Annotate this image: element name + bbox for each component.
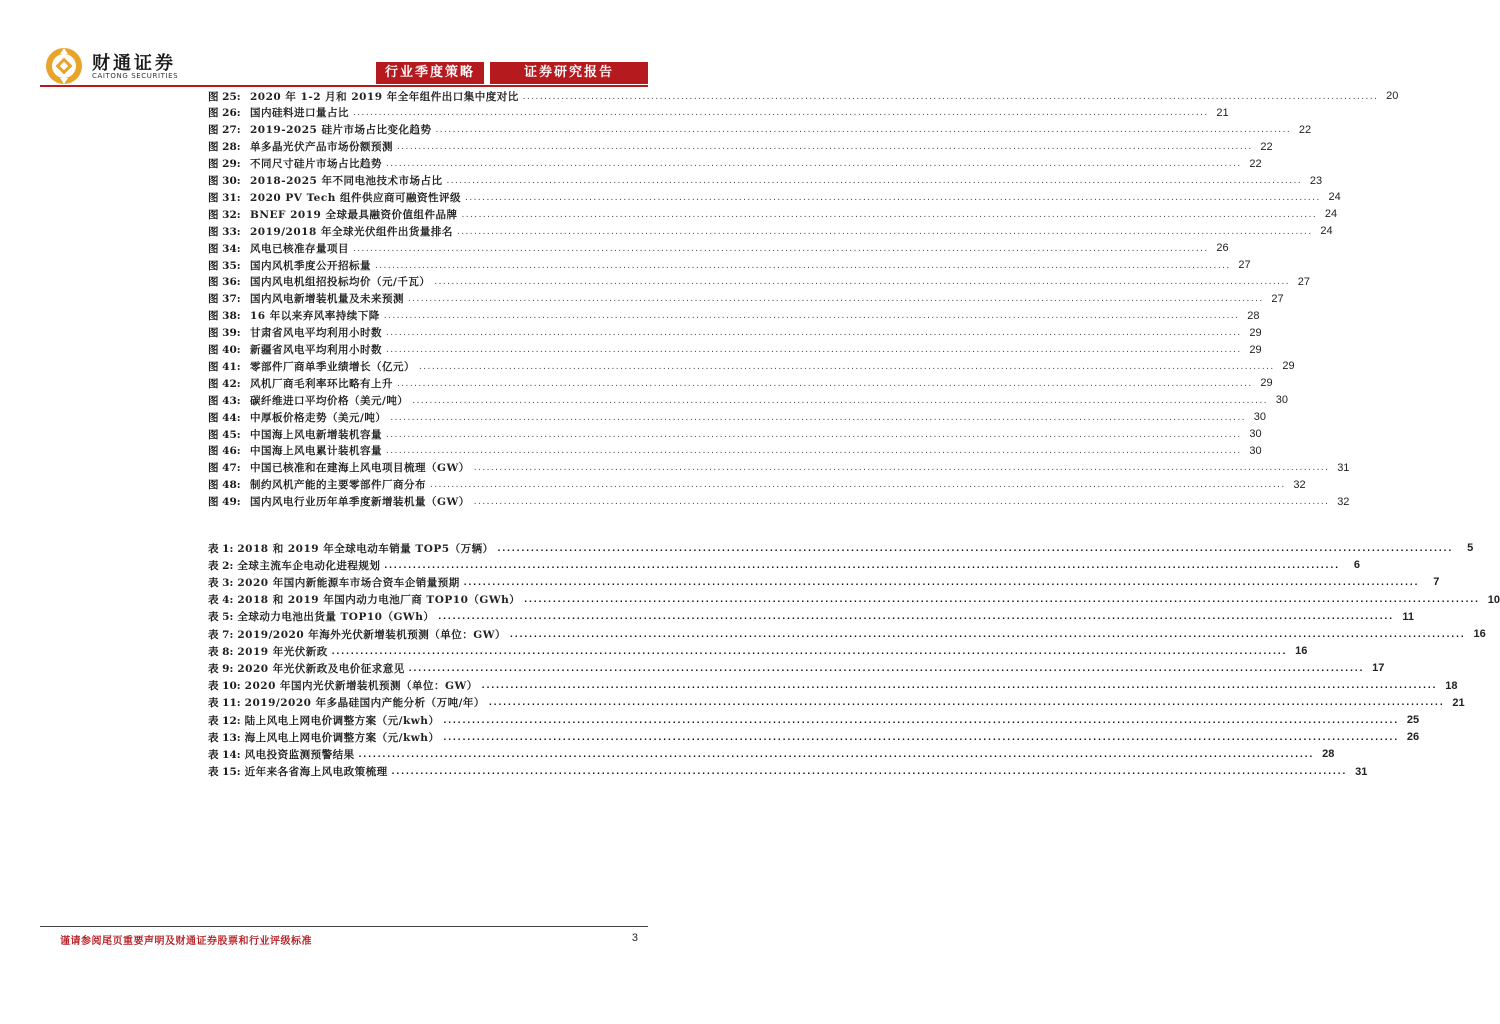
- entry-title: 风机厂商毛利率环比略有上升: [250, 377, 393, 390]
- entry-title: 零部件厂商单季业绩增长（亿元）: [250, 360, 415, 373]
- dot-leader: ........................................................................................................................................................................................................: [386, 428, 1242, 440]
- entry-label: 图 43:: [208, 394, 241, 407]
- dot-leader: ........................................................................................................................................................................................................: [383, 310, 1240, 322]
- entry-page-number: 27: [1271, 292, 1284, 305]
- dot-leader: ........................................................................................................................................................................................................: [443, 731, 1400, 743]
- dot-leader: ........................................................................................................................................................................................................: [438, 611, 1395, 623]
- dot-leader: ........................................................................................................................................................................................................: [408, 293, 1264, 305]
- entry-label: 图 33:: [208, 225, 241, 238]
- entry-label: 图 38:: [208, 310, 241, 323]
- entry-label: 图 34:: [208, 242, 241, 255]
- entry-page-number: 29: [1249, 326, 1262, 339]
- dot-leader: ........................................................................................................................................................................................................: [386, 327, 1242, 339]
- entry-title: 风电已核准存量项目: [250, 242, 349, 255]
- header-divider: [40, 85, 648, 87]
- entry-page-number: 22: [1260, 140, 1273, 153]
- entry-page-number: 29: [1249, 343, 1262, 356]
- table-entry[interactable]: [208, 678, 1458, 694]
- entry-page-number: 24: [1328, 191, 1341, 204]
- entry-page-number: 30: [1275, 394, 1289, 407]
- figure-entry[interactable]: [208, 342, 1262, 358]
- entry-label: 图 31:: [208, 191, 241, 204]
- dot-leader: ........................................................................................................................................................................................................: [386, 445, 1242, 457]
- entry-page-number: 32: [1293, 478, 1306, 491]
- entry-title: 碳纤维进口平均价格（美元/吨）: [250, 394, 409, 407]
- entry-title: 全球动力电池出货量 TOP10（GWh）: [237, 611, 435, 624]
- dot-leader: ........................................................................................................................................................................................................: [473, 496, 1330, 508]
- figure-entry[interactable]: [208, 375, 1273, 391]
- table-entry[interactable]: [208, 746, 1335, 762]
- entry-label: 图 41:: [208, 360, 241, 373]
- entry-page-number: 27: [1238, 259, 1251, 271]
- entry-label: 表 13:: [208, 731, 241, 744]
- figure-entry[interactable]: [208, 409, 1267, 425]
- entry-page-number: 11: [1402, 610, 1415, 623]
- page-number: 3: [631, 932, 638, 944]
- entry-page-number: 21: [1452, 696, 1465, 709]
- dot-leader: ........................................................................................................................................................................................................: [386, 344, 1242, 355]
- entry-page-number: 29: [1260, 377, 1273, 390]
- figure-entry[interactable]: [208, 156, 1262, 172]
- figure-entry[interactable]: [208, 173, 1323, 189]
- entry-title: 国内风电机组招投标均价（元/千瓦）: [250, 276, 431, 289]
- entry-title: 2020 年国内光伏新增装机预测（单位：GW）: [244, 680, 478, 693]
- entry-page-number: 23: [1309, 174, 1323, 187]
- entry-title: 中厚板价格走势（美元/吨）: [250, 411, 387, 424]
- dot-leader: ........................................................................................................................................................................................................: [465, 191, 1321, 203]
- entry-title: 中国海上风电新增装机容量: [250, 428, 382, 441]
- report-category-tag: 行业季度策略: [376, 62, 484, 84]
- entry-label: 表 5:: [208, 611, 234, 624]
- entry-title: BNEF 2019 全球最具融资价值组件品牌: [250, 208, 458, 221]
- entry-page-number: 25: [1406, 714, 1420, 726]
- dot-leader: ........................................................................................................................................................................................................: [358, 748, 1315, 760]
- entry-title: 单多晶光伏产品市场份额预测: [250, 141, 393, 154]
- entry-page-number: 28: [1322, 748, 1335, 761]
- figure-entry[interactable]: [208, 477, 1306, 493]
- entry-label: 图 44:: [208, 411, 241, 424]
- figure-entry[interactable]: [208, 88, 1399, 104]
- entry-page-number: 20: [1386, 90, 1399, 102]
- entry-label: 图 28:: [208, 141, 241, 154]
- dot-leader: ........................................................................................................................................................................................................: [353, 107, 1209, 119]
- dot-leader: ........................................................................................................................................................................................................: [488, 697, 1445, 709]
- figure-entry[interactable]: [208, 206, 1338, 222]
- brand-name: 财通证券: [92, 53, 176, 74]
- figure-entry[interactable]: [208, 460, 1350, 476]
- entry-page-number: 17: [1372, 662, 1385, 675]
- entry-page-number: 18: [1445, 679, 1458, 692]
- table-entry[interactable]: [208, 557, 1361, 573]
- entry-label: 表 3:: [208, 576, 234, 589]
- entry-label: 图 29:: [208, 158, 241, 171]
- dot-leader: ........................................................................................................................................................................................................: [397, 377, 1253, 389]
- entry-title: 制约风机产能的主要零部件厂商分布: [250, 479, 426, 492]
- caitong-logo-icon: [44, 46, 84, 86]
- entry-label: 图 46:: [208, 445, 241, 458]
- entry-label: 图 30:: [208, 175, 241, 187]
- entry-label: 图 32:: [208, 208, 241, 221]
- figure-entry[interactable]: [208, 189, 1341, 205]
- dot-leader: ........................................................................................................................................................................................................: [461, 208, 1318, 220]
- entry-title: 2019/2020 年多晶硅国内产能分析（万吨/年）: [244, 697, 485, 710]
- figure-entry[interactable]: [208, 257, 1251, 273]
- entry-page-number: 22: [1298, 123, 1312, 136]
- entry-label: 表 10:: [208, 680, 241, 693]
- table-entry[interactable]: [208, 712, 1420, 728]
- dot-leader: ........................................................................................................................................................................................................: [443, 714, 1400, 726]
- entry-page-number: 31: [1337, 461, 1350, 474]
- entry-title: 国内风电行业历年单季度新增装机量（GW）: [250, 496, 470, 509]
- entry-label: 表 15:: [208, 766, 241, 779]
- entry-title: 2019 年光伏新政: [237, 645, 328, 658]
- entry-title: 中国海上风电累计装机容量: [250, 445, 382, 458]
- report-type-tag: 证券研究报告: [490, 62, 648, 84]
- entry-title: 甘肃省风电平均利用小时数: [250, 327, 382, 340]
- footer-divider: [40, 926, 648, 927]
- table-entry[interactable]: [208, 626, 1486, 642]
- table-entry[interactable]: [208, 695, 1465, 711]
- figure-entry[interactable]: [208, 105, 1229, 121]
- entry-page-number: 30: [1253, 411, 1267, 424]
- dot-leader: ........................................................................................................................................................................................................: [446, 175, 1303, 186]
- figure-entry[interactable]: [208, 223, 1333, 239]
- table-entry[interactable]: [208, 660, 1385, 676]
- dot-leader: ........................................................................................................................................................................................................: [430, 479, 1286, 491]
- entry-title: 2020 年国内新能源车市场合资车企销量预期: [237, 576, 460, 589]
- entry-label: 表 12:: [208, 714, 241, 727]
- figure-entry[interactable]: [208, 308, 1260, 324]
- entry-label: 图 45:: [208, 428, 241, 441]
- entry-label: 图 39:: [208, 327, 241, 340]
- entry-page-number: 24: [1320, 225, 1333, 238]
- entry-title: 2018 和 2019 年全球电动车销量 TOP5（万辆）: [237, 542, 494, 555]
- table-entry[interactable]: [208, 609, 1415, 625]
- table-entry[interactable]: [208, 592, 1500, 608]
- entry-label: 表 7:: [208, 628, 234, 641]
- entry-page-number: 16: [1473, 628, 1486, 640]
- entry-title: 2020 年光伏新政及电价征求意见: [237, 662, 405, 675]
- dot-leader: ........................................................................................................................................................................................................: [390, 411, 1247, 423]
- dot-leader: ........................................................................................................................................................................................................: [473, 462, 1330, 474]
- entry-title: 2018 和 2019 年国内动力电池厂商 TOP10（GWh）: [237, 594, 521, 607]
- entry-label: 表 4:: [208, 594, 234, 607]
- entry-page-number: 30: [1249, 428, 1262, 440]
- dot-leader: ........................................................................................................................................................................................................: [524, 594, 1480, 606]
- entry-title: 2020 年 1-2 月和 2019 年全年组件出口集中度对比: [250, 90, 519, 103]
- entry-page-number: 22: [1249, 157, 1262, 170]
- entry-title: 不同尺寸硅片市场占比趋势: [250, 158, 382, 171]
- figure-entry[interactable]: [208, 274, 1311, 290]
- entry-page-number: 16: [1295, 645, 1308, 658]
- entry-label: 表 2:: [208, 559, 234, 572]
- dot-leader: ........................................................................................................................................................................................................: [412, 394, 1269, 406]
- entry-title: 风电投资监测预警结果: [244, 748, 355, 761]
- entry-label: 表 14:: [208, 748, 241, 761]
- entry-page-number: 27: [1297, 275, 1311, 288]
- entry-title: 2019/2018 年全球光伏组件出货量排名: [250, 225, 453, 238]
- figure-entry[interactable]: [208, 494, 1350, 510]
- entry-label: 图 42:: [208, 377, 241, 390]
- dot-leader: ........................................................................................................................................................................................................: [456, 225, 1313, 237]
- dot-leader: ........................................................................................................................................................................................................: [463, 576, 1420, 588]
- entry-label: 图 36:: [208, 276, 241, 289]
- entry-title: 近年来各省海上风电政策梳理: [244, 766, 388, 779]
- entry-page-number: 32: [1337, 495, 1350, 508]
- dot-leader: ........................................................................................................................................................................................................: [481, 680, 1438, 692]
- figure-entry[interactable]: [208, 325, 1262, 341]
- entry-title: 国内硅料进口量占比: [250, 107, 349, 120]
- entry-title: 2020 PV Tech 组件供应商可融资性评级: [250, 191, 462, 204]
- entry-page-number: 26: [1216, 242, 1229, 255]
- dot-leader: ........................................................................................................................................................................................................: [397, 141, 1253, 153]
- footer-disclaimer: 谨请参阅尾页重要声明及财通证券股票和行业评级标准: [60, 936, 312, 947]
- entry-title: 全球主流车企电动化进程规划: [237, 559, 381, 572]
- figure-entry[interactable]: [208, 443, 1262, 459]
- entry-title: 2019/2020 年海外光伏新增装机预测（单位：GW）: [237, 628, 507, 641]
- dot-leader: ........................................................................................................................................................................................................: [391, 766, 1348, 778]
- entry-title: 2019-2025 硅片市场占比变化趋势: [250, 124, 432, 137]
- figure-entry[interactable]: [208, 358, 1295, 374]
- entry-page-number: 7: [1433, 576, 1440, 589]
- entry-title: 国内风机季度公开招标量: [250, 259, 371, 272]
- dot-leader: ........................................................................................................................................................................................................: [353, 242, 1209, 254]
- entry-label: 图 26:: [208, 107, 241, 120]
- entry-page-number: 29: [1282, 360, 1295, 373]
- table-entry[interactable]: [208, 540, 1474, 556]
- dot-leader: ........................................................................................................................................................................................................: [384, 559, 1341, 571]
- entry-page-number: 5: [1467, 542, 1474, 554]
- entry-label: 图 47:: [208, 462, 241, 475]
- entry-title: 新疆省风电平均利用小时数: [250, 344, 382, 356]
- entry-page-number: 10: [1487, 593, 1500, 606]
- table-index-list: [208, 540, 1500, 780]
- dot-leader: ........................................................................................................................................................................................................: [331, 645, 1288, 657]
- entry-page-number: 26: [1406, 731, 1420, 744]
- entry-label: 表 9:: [208, 662, 234, 675]
- table-entry[interactable]: [208, 764, 1368, 780]
- table-entry[interactable]: [208, 574, 1440, 590]
- table-entry[interactable]: [208, 643, 1308, 659]
- entry-title: 中国已核准和在建海上风电项目梳理（GW）: [250, 462, 470, 475]
- entry-label: 表 1:: [208, 542, 234, 555]
- figure-entry[interactable]: [208, 426, 1262, 442]
- dot-leader: ........................................................................................................................................................................................................: [408, 662, 1365, 674]
- entry-label: 图 40:: [208, 344, 241, 356]
- entry-label: 图 35:: [208, 259, 241, 272]
- dot-leader: ........................................................................................................................................................................................................: [434, 276, 1291, 288]
- entry-page-number: 31: [1355, 765, 1368, 778]
- dot-leader: ........................................................................................................................................................................................................: [419, 360, 1275, 372]
- entry-page-number: 21: [1216, 106, 1229, 119]
- dot-leader: ........................................................................................................................................................................................................: [497, 542, 1454, 554]
- entry-page-number: 24: [1324, 208, 1338, 221]
- entry-page-number: 6: [1353, 559, 1361, 572]
- figure-index-list: [208, 88, 1399, 509]
- figure-entry[interactable]: [208, 291, 1284, 307]
- figure-entry[interactable]: [208, 139, 1273, 155]
- table-entry[interactable]: [208, 729, 1420, 745]
- entry-page-number: 30: [1249, 444, 1262, 457]
- figure-entry[interactable]: [208, 122, 1312, 138]
- entry-label: 图 27:: [208, 124, 241, 137]
- entry-page-number: 28: [1247, 309, 1260, 322]
- entry-label: 表 8:: [208, 645, 234, 658]
- dot-leader: ........................................................................................................................................................................................................: [386, 158, 1242, 170]
- entry-title: 16 年以来弃风率持续下降: [250, 310, 380, 323]
- entry-label: 图 25:: [208, 90, 241, 103]
- entry-label: 表 11:: [208, 697, 241, 710]
- entry-label: 图 49:: [208, 496, 241, 509]
- entry-title: 2018-2025 年不同电池技术市场占比: [250, 175, 443, 187]
- dot-leader: ........................................................................................................................................................................................................: [435, 124, 1292, 136]
- entry-label: 图 37:: [208, 293, 241, 306]
- figure-entry[interactable]: [208, 392, 1289, 408]
- entry-title: 海上风电上网电价调整方案（元/kwh）: [244, 731, 440, 744]
- entry-label: 图 48:: [208, 479, 241, 492]
- dot-leader: ........................................................................................................................................................................................................: [522, 90, 1379, 102]
- dot-leader: ........................................................................................................................................................................................................: [375, 259, 1231, 271]
- brand-name-en: CAITONG SECURITIES: [92, 72, 179, 80]
- figure-entry[interactable]: [208, 240, 1229, 256]
- entry-title: 陆上风电上网电价调整方案（元/kwh）: [244, 714, 440, 727]
- dot-leader: ........................................................................................................................................................................................................: [510, 628, 1466, 640]
- entry-title: 国内风电新增装机量及未来预测: [250, 293, 404, 306]
